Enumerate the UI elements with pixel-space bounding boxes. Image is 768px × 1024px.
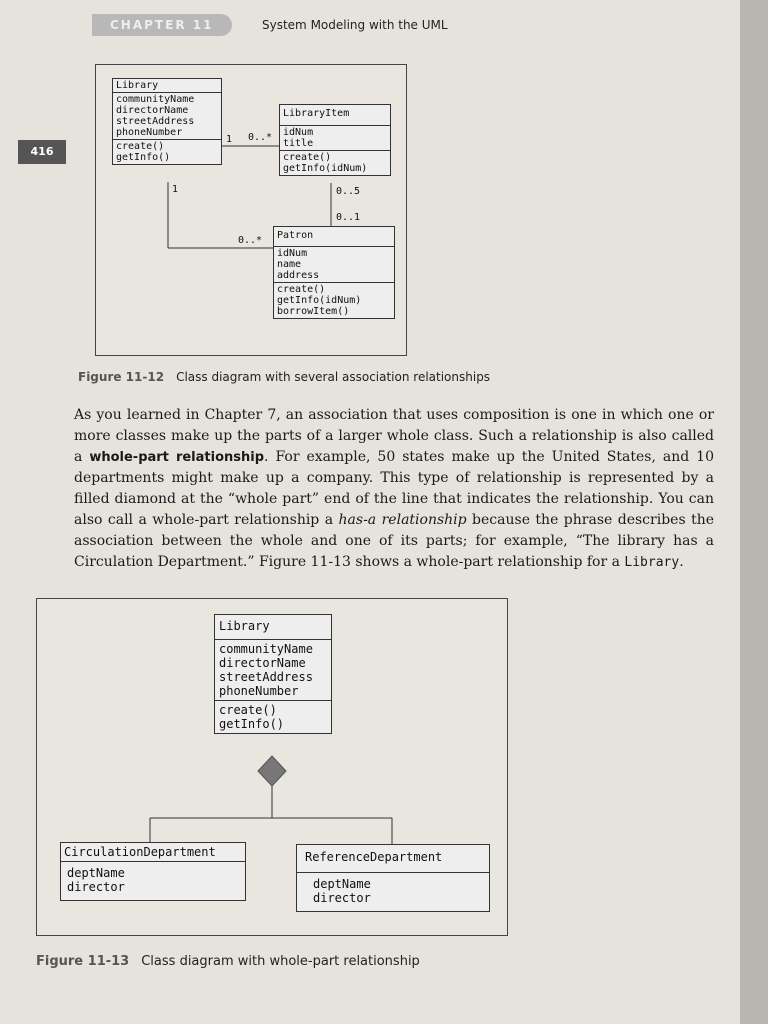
class-name: LibraryItem: [283, 108, 350, 119]
multiplicity-label: 1: [172, 184, 179, 195]
attribute: idNum: [277, 248, 308, 259]
multiplicity-label: 0..1: [336, 212, 361, 223]
attribute: streetAddress: [116, 116, 195, 127]
attribute: deptName: [67, 866, 125, 880]
attribute: name: [277, 259, 302, 270]
attribute: directorName: [116, 105, 189, 116]
attribute: phoneNumber: [219, 684, 299, 698]
method: create(): [116, 141, 165, 152]
method: getInfo(): [219, 717, 285, 731]
page-number: 416: [18, 140, 66, 164]
library-class-whole: [214, 614, 332, 734]
method: getInfo(idNum): [277, 295, 362, 306]
composition-diamond-icon: [258, 756, 286, 786]
multiplicity-label: 0..*: [238, 235, 263, 246]
attribute: streetAddress: [219, 670, 313, 684]
attribute: deptName: [313, 877, 371, 891]
method: create(): [219, 703, 277, 717]
paragraph-text: As you learned in Chapter 7, an association that uses composition is one in which one or more classes make up the parts of a larger whole class. Such a relationship is also called a: [74, 407, 714, 465]
multiplicity-label: 0..5: [336, 186, 361, 197]
caption-text: Class diagram with several association relationships: [176, 370, 491, 384]
reference-department-class: [296, 844, 490, 912]
multiplicity-label: 0..*: [248, 132, 273, 143]
circulation-department-class: [60, 842, 246, 901]
paragraph-text: .: [679, 554, 684, 570]
chapter-tab: CHAPTER 11: [92, 14, 232, 36]
class-name: Library: [116, 80, 159, 91]
attribute: communityName: [116, 94, 195, 105]
attribute: idNum: [283, 127, 314, 138]
attribute: director: [67, 880, 125, 894]
code-term: Library: [624, 555, 680, 570]
attribute: directorName: [219, 656, 306, 670]
method: getInfo(): [116, 152, 171, 163]
caption-text: Class diagram with whole-part relationship: [141, 954, 420, 969]
method: borrowItem(): [277, 306, 350, 317]
figure-number: Figure 11-12: [78, 370, 165, 384]
attribute: title: [283, 138, 314, 149]
method: create(): [283, 152, 332, 163]
method: getInfo(idNum): [283, 163, 368, 174]
header-title: System Modeling with the UML: [262, 18, 448, 32]
class-name: CirculationDepartment: [64, 845, 216, 859]
paragraph-text: . For example, 50 states make up the United States, and 10 departments might make up a company. This type of relationship is represented by a filled diamond at the “whole part” end of the line that indicates the relationship. You can also call a whole-part relationship a: [74, 449, 714, 528]
italic-term: has-a relationship: [338, 512, 467, 528]
attribute: phoneNumber: [116, 127, 183, 138]
figure-number: Figure 11-13: [36, 954, 130, 969]
attribute: director: [313, 891, 371, 905]
class-name: Patron: [277, 230, 314, 241]
attribute: address: [277, 270, 320, 281]
multiplicity-label: 1: [226, 134, 233, 145]
attribute: communityName: [219, 642, 313, 656]
class-name: Library: [219, 619, 270, 633]
class-name: ReferenceDepartment: [305, 850, 443, 864]
key-term: whole-part relationship: [89, 450, 265, 465]
method: create(): [277, 284, 326, 295]
figure-11-13-caption: [36, 954, 420, 969]
paragraph-text: because the phrase describes the association between the whole and one of its parts; for example, “The library has a Circulation Department.” Figure 11-13 shows a whole-part relationship for a: [74, 512, 715, 570]
